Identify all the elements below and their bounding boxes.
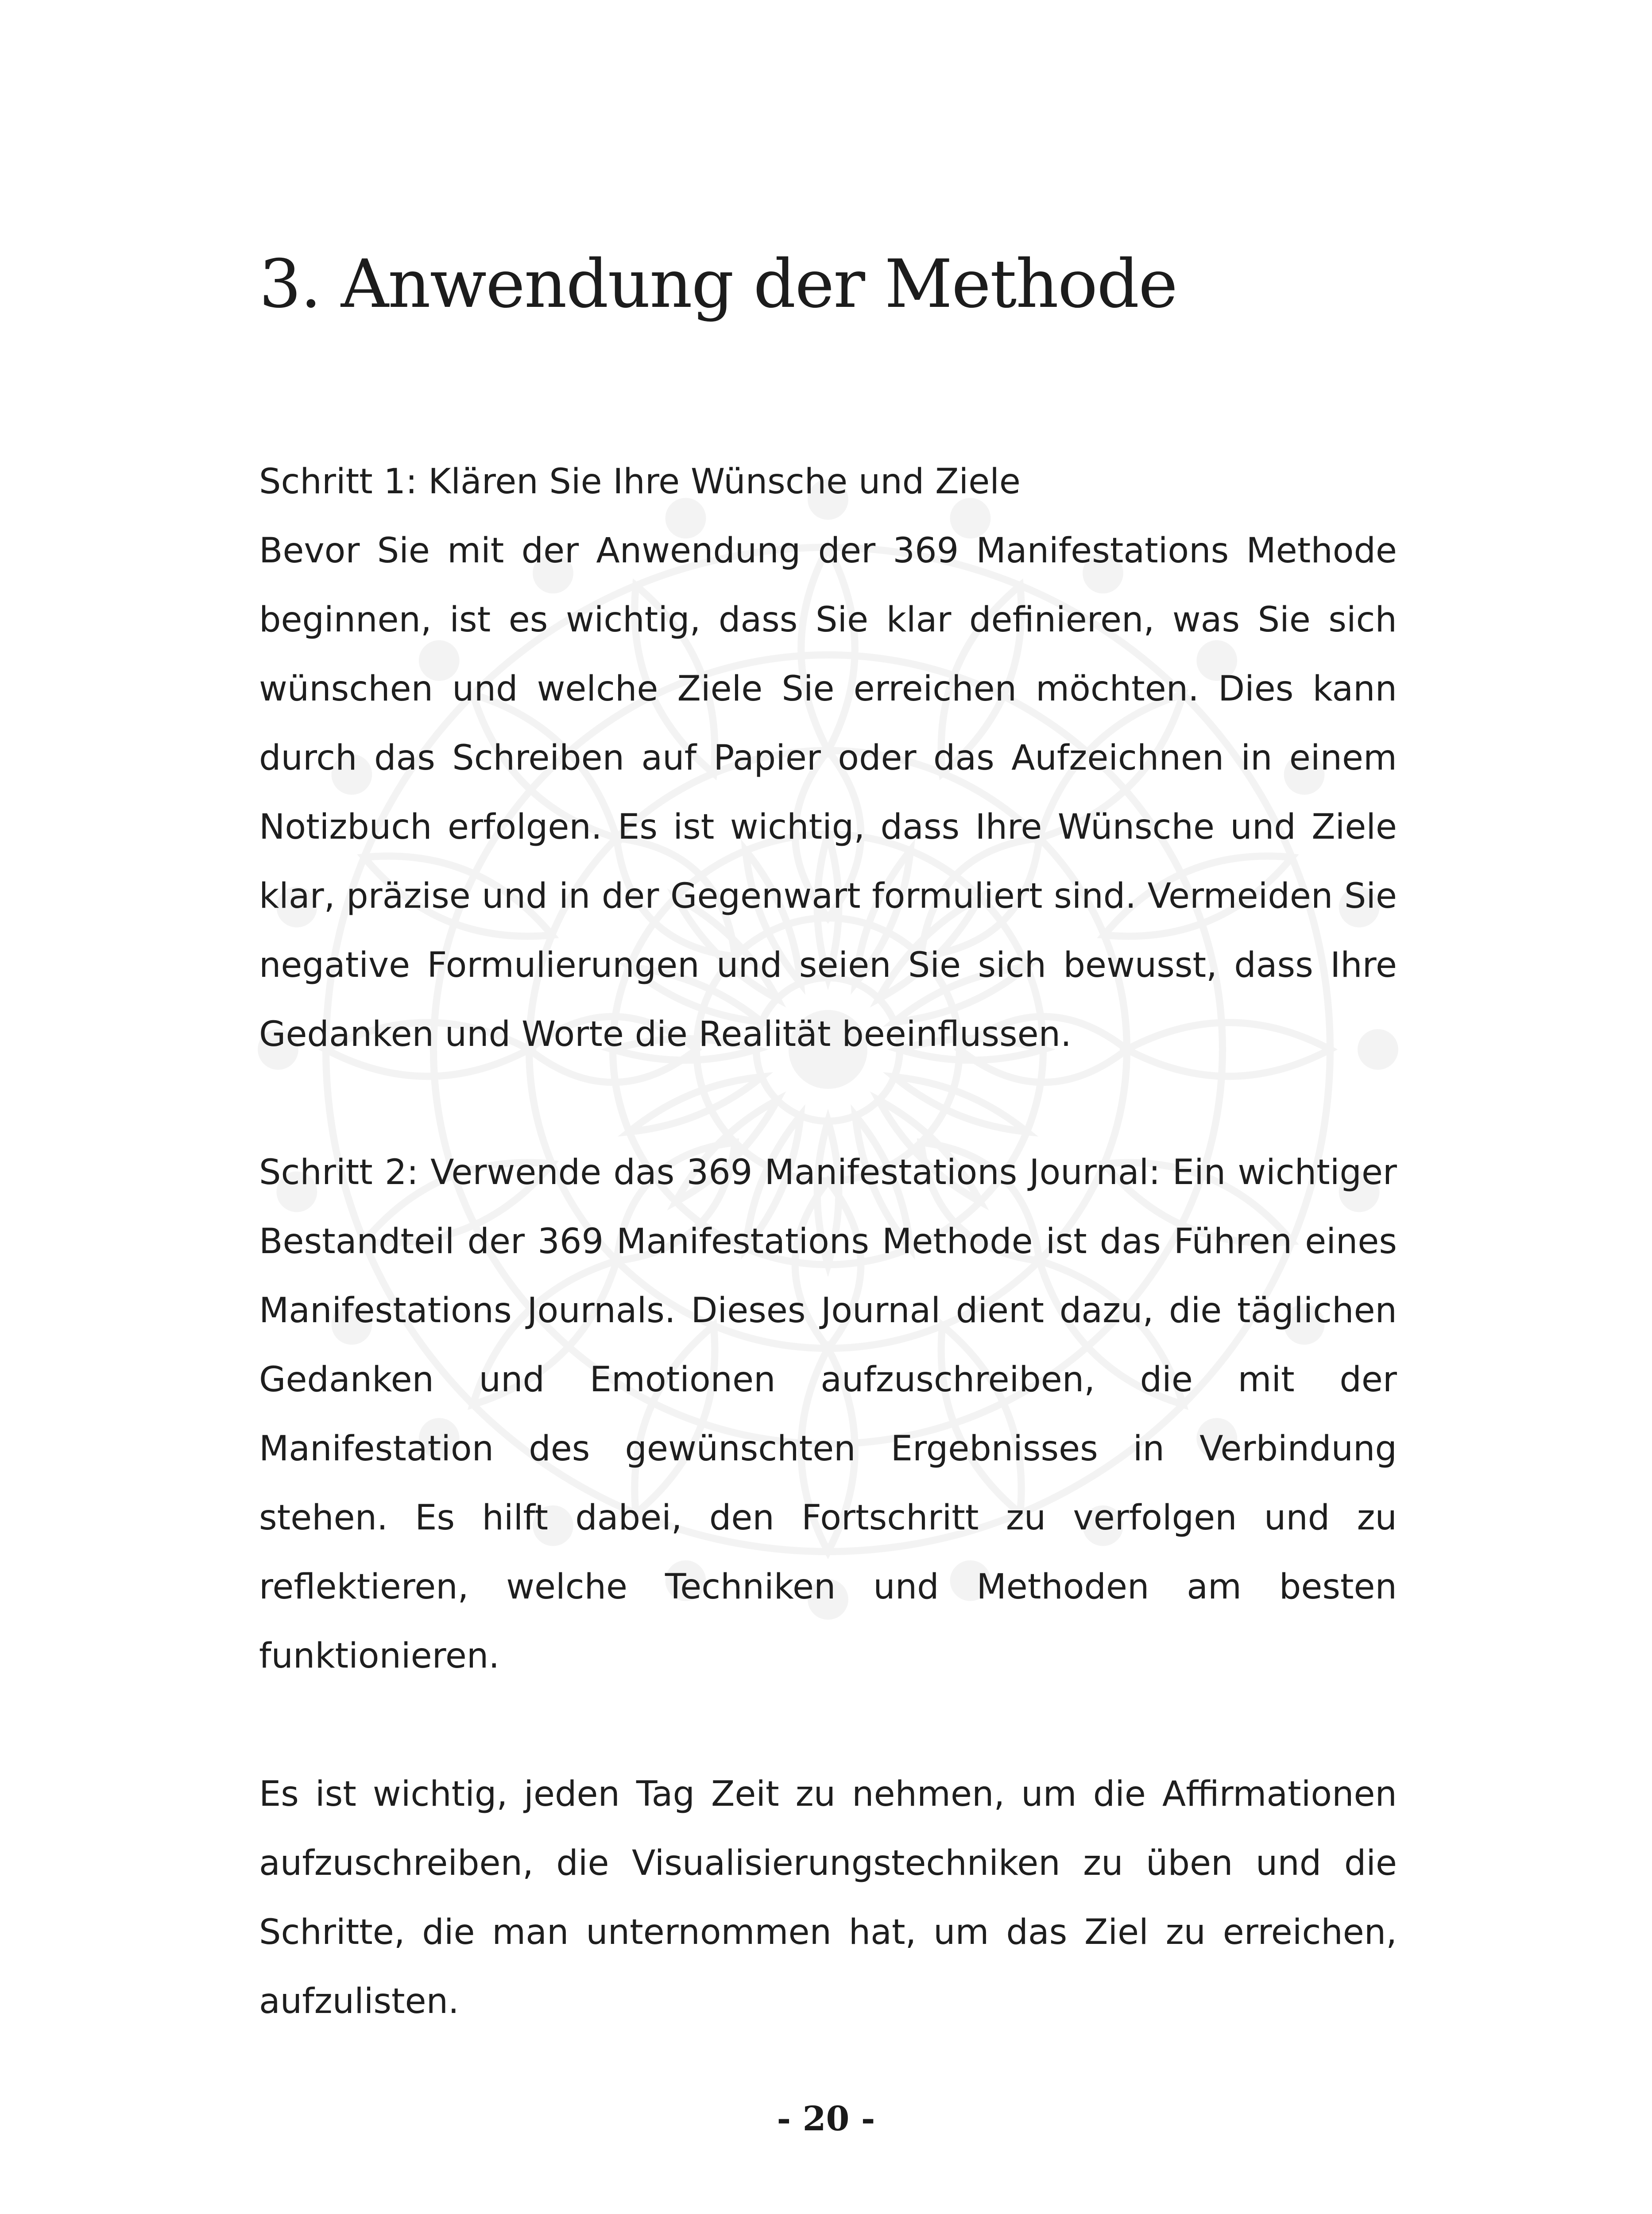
step-1-text: Bevor Sie mit der Anwendung der 369 Manifestations Methode beginnen, ist es wichtig, dass Sie klar definieren, was Sie sich wünschen und welche Ziele Sie erreichen möchten. Dies kann durch das Schreiben auf Papier oder das Aufzeichnen in einem Notizbuch erfolgen. Es ist wichtig, dass Ihre Wünsche und Ziele klar, präzise und in der Gegenwart formuliert sind. Vermeiden Sie negative Formulierungen und seien Sie sich bewusst, dass Ihre Gedanken und Worte die Realität beeinflussen. — [259, 531, 1397, 1054]
page-number: - 20 - — [777, 2099, 875, 2138]
paragraph-daily-practice: Es ist wichtig, jeden Tag Zeit zu nehmen, um die Affirmationen aufzuschreiben, die Visualisierungstechniken zu üben und die Schritte, die man unternommen hat, um das Ziel zu erreichen, aufzulisten. — [259, 1774, 1397, 2021]
page-body — [259, 447, 1397, 2036]
step-1-heading: Schritt 1: Klären Sie Ihre Wünsche und Ziele — [259, 462, 1021, 502]
paragraph-step-1 — [259, 447, 1397, 1069]
paragraph-step-2: Schritt 2: Verwende das 369 Manifestations Journal: Ein wichtiger Bestandteil der 369 Manifestations Methode ist das Führen eines Manifestations Journals. Dieses Journal dient dazu, die täglichen Gedanken und Emotionen aufzuschreiben, die mit der Manifestation des gewünschten Ergebnisses in Verbindung stehen. Es hilft dabei, den Fortschritt zu verfolgen und zu reflektieren, welche Techniken und Methoden am besten funktionieren. — [259, 1153, 1397, 1676]
page-title: 3. Anwendung der Methode — [259, 246, 1177, 323]
